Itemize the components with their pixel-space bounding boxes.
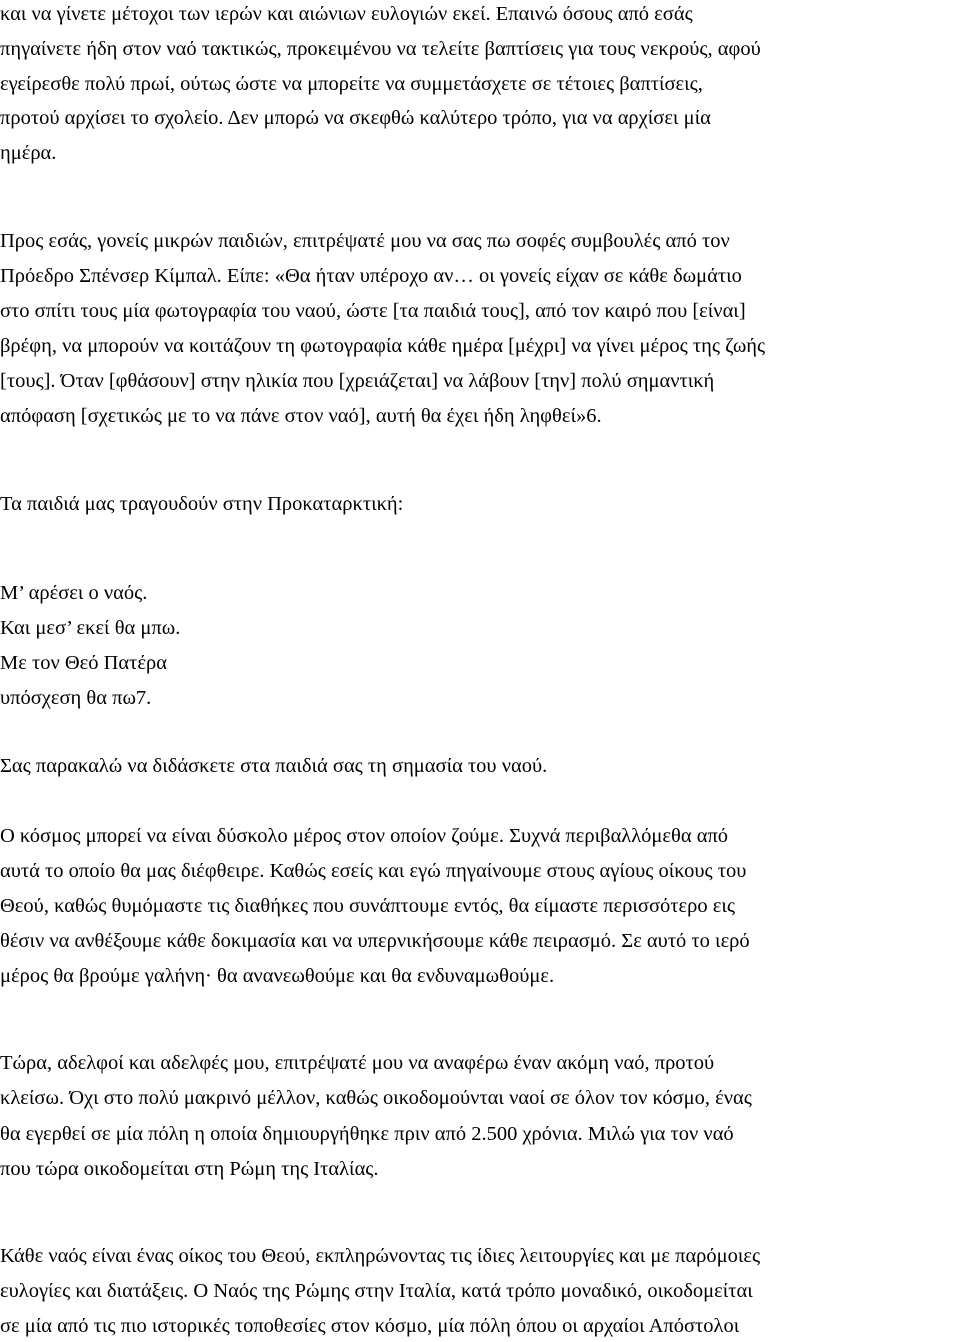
paragraph-1-line-4: προτού αρχίσει το σχολείο. Δεν μπορώ να σκεφθώ καλύτερο τρόπο, για να αρχίσει μία (0, 107, 711, 129)
paragraph-6-line-4: θέσιν να ανθέξουμε κάθε δοκιμασία και να υπερνικήσουμε κάθε πειρασμό. Σε αυτό το ιερό (0, 930, 750, 952)
verse-line-3: Με τον Θεό Πατέρα (0, 652, 167, 674)
paragraph-2-line-1: Προς εσάς, γονείς μικρών παιδιών, επιτρέψατέ μου να σας πω σοφές συμβουλές από τον (0, 230, 730, 252)
verse-line-1: Μ’ αρέσει ο ναός. (0, 582, 148, 604)
paragraph-1-line-5: ημέρα. (0, 142, 57, 164)
paragraph-2-line-3: στο σπίτι τους μία φωτογραφία του ναού, ώστε [τα παιδιά τους], από τον καιρό που [είναι] (0, 300, 746, 322)
paragraph-7-line-2: κλείσω. Όχι στο πολύ μακρινό μέλλον, καθώς οικοδομούνται ναοί σε όλον τον κόσμο, ένας (0, 1087, 752, 1109)
paragraph-6-line-5: μέρος θα βρούμε γαλήνη· θα ανανεωθούμε και θα ενδυναμωθούμε. (0, 965, 555, 987)
paragraph-8-line-3: σε μία από τις πιο ιστορικές τοποθεσίες στον κόσμο, μία πόλη όπου οι αρχαίοι Απόστολοι (0, 1315, 740, 1337)
paragraph-2-line-6: απόφαση [σχετικώς με το να πάνε στον ναό], αυτή θα έχει ήδη ληφθεί»6. (0, 405, 602, 427)
paragraph-7-line-3: θα εγερθεί σε μία πόλη η οποία δημιουργήθηκε πριν από 2.500 χρόνια. Μιλώ για τον ναό (0, 1123, 734, 1145)
paragraph-6-line-3: Θεού, καθώς θυμόμαστε τις διαθήκες που συνάπτουμε εντός, θα είμαστε περισσότερο εις (0, 895, 735, 917)
paragraph-5-line-1: Σας παρακαλώ να διδάσκετε στα παιδιά σας τη σημασία του ναού. (0, 755, 548, 777)
paragraph-2-line-2: Πρόεδρο Σπένσερ Κίμπαλ. Είπε: «Θα ήταν υπέροχο αν… οι γονείς είχαν σε κάθε δωμάτιο (0, 265, 742, 287)
paragraph-7-line-1: Τώρα, αδελφοί και αδελφές μου, επιτρέψατέ μου να αναφέρω έναν ακόμη ναό, προτού (0, 1052, 715, 1074)
paragraph-6-line-2: αυτά το οποίο θα μας διέφθειρε. Καθώς εσείς και εγώ πηγαίνουμε στους αγίους οίκους του (0, 860, 747, 882)
verse-line-2: Και μεσ’ εκεί θα μπω. (0, 617, 181, 639)
paragraph-8-line-2: ευλογίες και διατάξεις. Ο Ναός της Ρώμης στην Ιταλία, κατά τρόπο μοναδικό, οικοδομείται (0, 1280, 753, 1302)
paragraph-6-line-1: Ο κόσμος μπορεί να είναι δύσκολο μέρος στον οποίον ζούμε. Συχνά περιβαλλόμεθα από (0, 825, 729, 847)
paragraph-1-line-1: και να γίνετε μέτοχοι των ιερών και αιώνιων ευλογιών εκεί. Επαινώ όσους από εσάς (0, 3, 693, 25)
verse-line-4: υπόσχεση θα πω7. (0, 687, 152, 709)
paragraph-2-line-5: [τους]. Όταν [φθάσουν] στην ηλικία που [χρειάζεται] να λάβουν [την] πολύ σημαντική (0, 370, 715, 392)
paragraph-1-line-3: εγείρεσθε πολύ πρωί, ούτως ώστε να μπορείτε να συμμετάσχετε σε τέτοιες βαπτίσεις, (0, 73, 703, 95)
paragraph-3-line-1: Τα παιδιά μας τραγουδούν στην Προκαταρκτική: (0, 493, 404, 515)
paragraph-2-line-4: βρέφη, να μπορούν να κοιτάζουν τη φωτογραφία κάθε ημέρα [μέχρι] να γίνει μέρος της ζωής (0, 335, 766, 357)
paragraph-7-line-4: που τώρα οικοδομείται στη Ρώμη της Ιταλίας. (0, 1158, 379, 1180)
paragraph-1-line-2: πηγαίνετε ήδη στον ναό τακτικώς, προκειμένου να τελείτε βαπτίσεις για τους νεκρούς, αφού (0, 38, 761, 60)
paragraph-8-line-1: Κάθε ναός είναι ένας οίκος του Θεού, εκπληρώνοντας τις ίδιες λειτουργίες και με παρόμοιες (0, 1245, 761, 1267)
